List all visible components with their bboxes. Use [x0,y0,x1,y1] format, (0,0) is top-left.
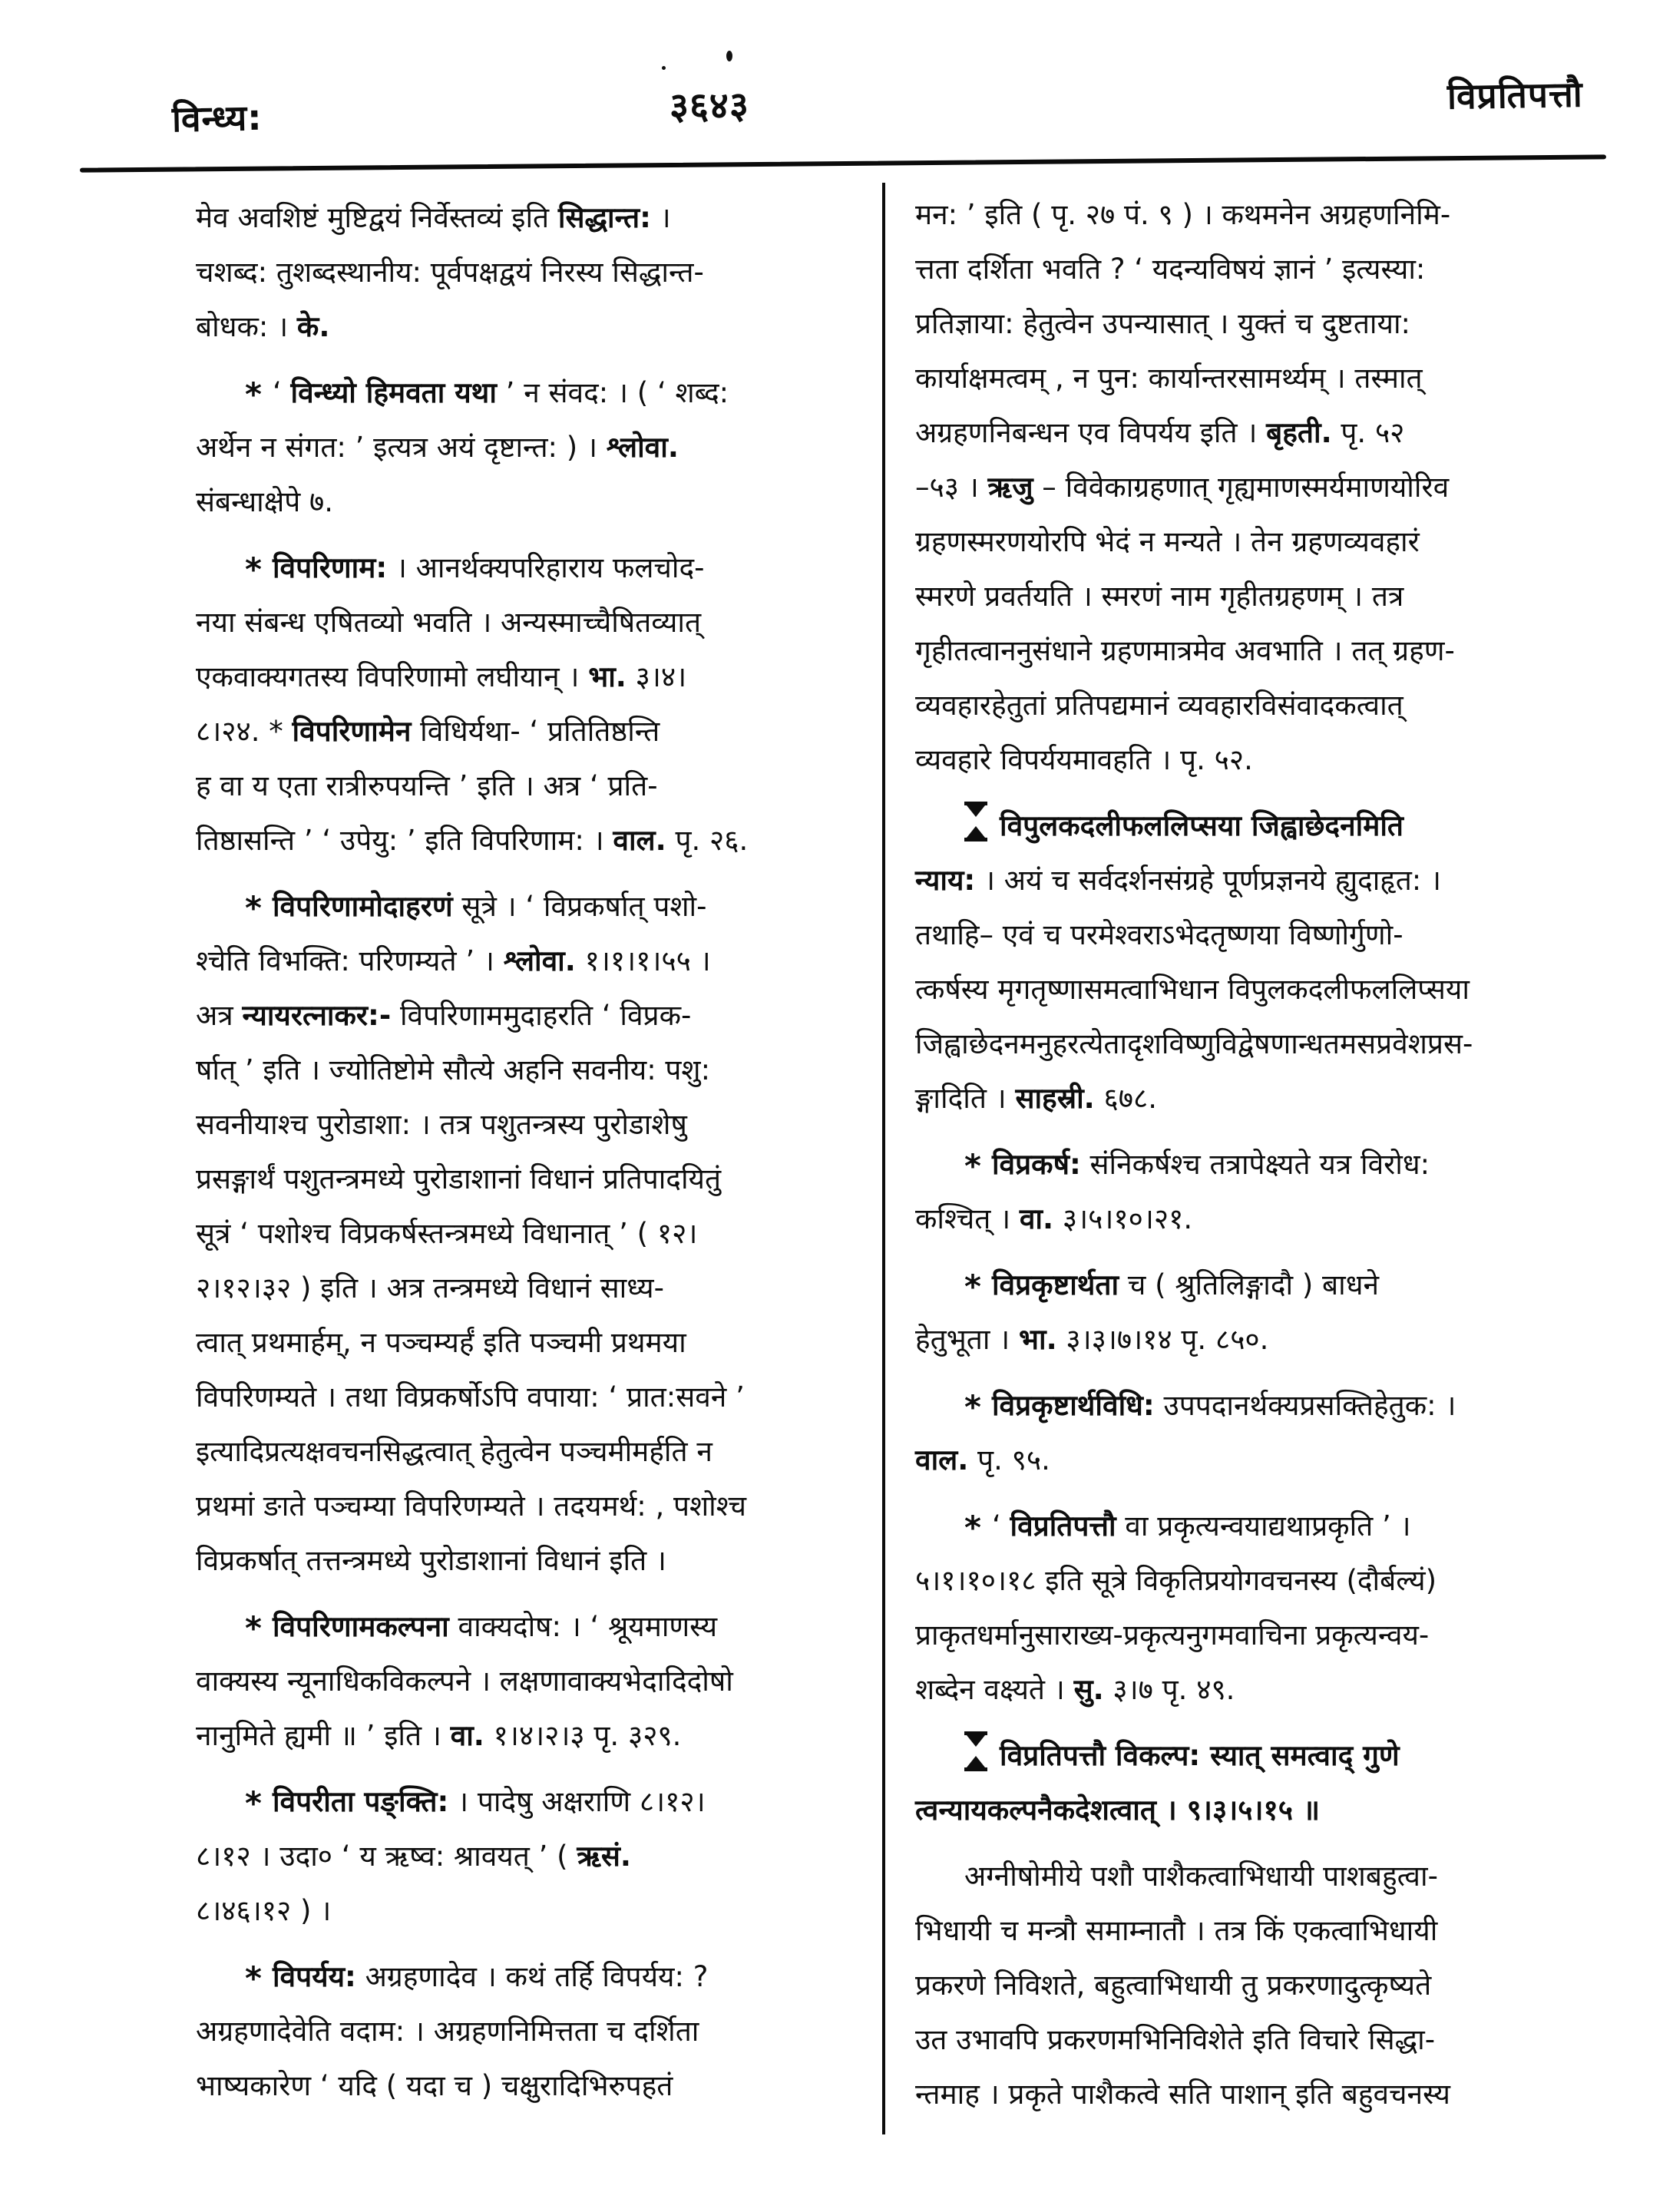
text-segment: अग्नीषोमीये पशौ पाशैकत्वाभिधायी पाशबहुत्वा- [964,1860,1438,1893]
text-segment: १।४।२।३ पृ. ३२९. [484,1719,682,1752]
text-segment: विपरिणाम: [272,551,388,584]
text-line [196,190,835,245]
text-segment: विपरिणामकल्पना [272,1610,449,1643]
text-segment: विपरिणामोदाहरणं [272,890,453,923]
text-line [915,962,1602,1017]
text-line [915,1192,1602,1246]
text-line [196,879,835,934]
text-segment: स्मरणे प्रवर्तयति । स्मरणं नाम गृहीतग्रहणम् । तत्र [915,580,1404,613]
text-segment: ८।२४. * [196,715,293,748]
text-segment: कार्याक्षमत्वम् , न पुन: कार्यान्तरसामर्थ्यम् । तस्मात् [915,362,1423,395]
text-segment: विपुलकदलीफललिप्सया जिह्वाछेदनमिति [1000,809,1403,842]
right-text-column [915,187,1602,2121]
entry-asterisk-icon: * [964,1147,981,1185]
text-line [915,1071,1602,1126]
text-segment: –५३ । [915,471,988,504]
text-segment: अग्रहणादेव । कथं तर्हि विपर्यय: ? [355,1960,709,1993]
text-segment: भिधायी च मन्त्रौ समाम्नातौ । तत्र किं एकत्वाभिधायी [915,1914,1438,1947]
text-segment: शब्देन वक्ष्यते । [915,1673,1074,1706]
text-segment: । आनर्थक्यपरिहाराय फलचोद- [387,551,705,584]
text-segment: बृहती. [1266,416,1332,449]
text-segment: अग्रहणनिबन्धन एव विपर्यय इति । [915,416,1267,449]
text-segment: त्वन्यायकल्पनैकदेशत्वात् । ९।३।५।१५ ॥ [915,1794,1321,1827]
text-segment: संनिकर्षश्च तत्रापेक्ष्यते यत्र विरोध: [1080,1148,1430,1181]
entry-asterisk-icon: * [245,889,262,927]
text-line [915,1017,1602,1071]
text-segment: संबन्धाक्षेपे ७. [196,485,334,518]
text-segment: उत उभावपि प्रकरणमभिनिविशेते इति विचारे सिद्धा- [915,2023,1436,2056]
header-rule [80,154,1606,172]
running-header-right-keyword: विप्रतिपत्तौ [1446,73,1584,117]
text-line [915,460,1602,514]
text-segment: नया संबन्ध एषितव्यो भवति । अन्यस्माच्चैषितव्यात् [196,606,702,639]
text-segment: विप्रतिपत्तौ [1010,1509,1116,1542]
text-line [196,1883,835,1938]
text-segment: मेव अवशिष्टं मुष्टिद्वयं निर्वेस्तव्यं इति [196,201,558,234]
text-segment: श्लोवा. [606,431,679,464]
text-line [915,405,1602,460]
text-segment: वा प्रकृत्यन्वयाद्यथाप्रकृति ’ । [1116,1509,1411,1542]
text-segment: इत्यादिप्रत्यक्षवचनसिद्धत्वात् हेतुत्वेन पञ्चमीमर्हति न [196,1435,712,1468]
text-segment: ३।३।७।१४ पृ. ८५०. [1056,1323,1269,1356]
text-segment: सूत्रं ‘ पशोश्च विप्रकर्षस्तन्त्रमध्ये विधानात् ’ ( १२। [196,1217,698,1250]
text-segment: २।१२।३२ ) इति । अत्र तन्त्रमध्ये विधानं साध्य- [196,1271,664,1304]
text-segment: ५।१।१०।१८ इति सूत्रे विकृतिप्रयोगवचनस्य (दौर्बल्यं) [915,1564,1437,1597]
text-segment: विपरीता पङ्क्ति: [272,1785,449,1818]
text-line [915,2067,1602,2121]
text-segment: वाल. [915,1443,969,1476]
text-segment: अत्र [196,999,243,1032]
text-line [915,2012,1602,2067]
entry-asterisk-icon: * [245,375,262,413]
text-segment: विपरिणम्यते । तथा विप्रकर्षोऽपि वपाया: ‘ प्रात:सवने ’ [196,1380,745,1413]
text-segment: प्राकृतधर्मानुसाराख्य-प्रकृत्यनुगमवाचिना प्रकृत्यन्वय- [915,1618,1430,1652]
text-segment: विप्रकर्षात् तत्तन्त्रमध्ये पुरोडाशानां विधानं इति । [196,1544,666,1577]
text-segment: १।१।१।५५ । [575,944,711,977]
text-line [915,1662,1602,1717]
text-line [196,1152,835,1206]
text-line [196,1479,835,1533]
text-line [196,245,835,299]
text-segment: जिह्वाछेदनमनुहरत्येतादृशविष्णुविद्वेषणान्धतमसप्रवेशप्रस- [915,1027,1473,1060]
text-line [196,1043,835,1097]
text-segment: वाक्यस्य न्यूनाधिकविकल्पने । लक्षणावाक्यभेदादिदोषो [196,1665,733,1698]
text-segment: हेतुभूता । [915,1323,1019,1356]
text-line [915,908,1602,962]
text-segment: वाल. [613,824,666,857]
text-segment: ८।४६।१२ ) । [196,1894,332,1927]
text-line [196,299,835,354]
text-line [196,1654,835,1708]
text-segment: ऋसं. [577,1840,631,1873]
text-segment: व्यवहारे विपर्ययमावहति । पृ. ५२. [915,743,1253,776]
text-segment: त्तता दर्शिता भवति ? ‘ यदन्यविषयं ज्ञानं ’ इत्यस्या: [915,253,1426,286]
text-segment: ‘ [272,376,291,409]
text-segment: विपर्यय: [272,1960,356,1993]
text-segment: ३।४। [626,660,687,693]
text-segment: वाक्यदोष: । ‘ श्रूयमाणस्य [448,1610,718,1643]
text-line [196,1370,835,1424]
entry-asterisk-icon: * [245,551,262,588]
running-header-left-keyword: विन्ध्य: [171,96,263,141]
text-line [196,420,835,474]
text-line [196,1949,835,2004]
entry-ornament-icon [964,1731,987,1771]
text-line [915,1433,1602,1487]
text-segment: प्रकरणे निविशते, बहुत्वाभिधायी तु प्रकरणादुत्कृष्यते [915,1969,1432,2002]
text-line [196,759,835,813]
text-segment: सवनीयाश्च पुरोडाशा: । तत्र पशुतन्त्रस्य पुरोडाशेषु [196,1108,687,1141]
text-segment: उपपदानर्थक्यप्रसक्तिहेतुक: । [1154,1389,1456,1422]
text-segment: श्चेति विभक्ति: परिणम्यते ’ । [196,944,504,977]
text-line [915,351,1602,405]
text-segment: ग्रहणस्मरणयोरपि भेदं न मन्यते । तेन ग्रहणव्यवहारं [915,525,1420,558]
text-line [915,242,1602,296]
text-line [915,187,1602,242]
entry-asterisk-icon: * [964,1509,981,1546]
text-segment: – विवेकाग्रहणात् गृह्यमाणस्मर्यमाणयोरिव [1033,471,1450,504]
text-segment: ८।१२ । उदा० ‘ य ऋष्व: श्रावयत् ’ ( [196,1840,577,1873]
text-segment: गृहीतत्वाननुसंधाने ग्रहणमात्रमेव अवभाति । तत् ग्रहण- [915,634,1455,667]
text-line [196,1708,835,1763]
entry-asterisk-icon: * [964,1388,981,1426]
entry-asterisk-icon: * [964,1268,981,1305]
text-segment: ऋजु [987,471,1033,504]
text-segment: । अयं च सर्वदर्शनसंग्रहे पूर्णप्रज्ञनये ह्युदाहृत: । [975,864,1442,897]
text-segment: र्षात् ’ इति । ज्योतिष्टोमे सौत्ये अहनि सवनीय: पशु: [196,1053,711,1086]
text-segment: च ( श्रुतिलिङ्गादौ ) बाधने [1119,1268,1380,1301]
text-segment: सूत्रे । ‘ विप्रकर्षात् पशो- [452,890,707,923]
text-line [915,623,1602,678]
text-segment: सु. [1073,1673,1104,1706]
text-line [915,1728,1602,1783]
text-segment: विन्ध्यो हिमवता यथा [290,376,497,409]
text-line [196,1261,835,1315]
text-segment: चशब्द: तुशब्दस्थानीय: पूर्वपक्षद्वयं निरस्य सिद्धान्त- [196,256,704,289]
text-segment: श्लोवा. [503,944,576,977]
text-segment: तिष्ठासन्ति ’ ‘ उपेयु: ’ इति विपरिणाम: । [196,824,613,857]
text-segment: त्वात् प्रथमार्हम्, न पञ्चम्यर्हं इति पञ्चमी प्रथमया [196,1326,686,1359]
text-line [915,799,1602,853]
text-segment: भा. [1018,1323,1057,1356]
text-segment: पृ. ९५. [968,1443,1050,1476]
text-line [915,1312,1602,1367]
page-number: ३६४३ [669,84,750,128]
text-segment: विप्रतिपत्तौ विकल्प: स्यात् समत्वाद् गुणे [1000,1739,1400,1772]
text-line [915,1783,1602,1837]
text-line [196,1097,835,1152]
text-segment: । पादेषु अक्षराणि ८।१२। [448,1785,706,1818]
entry-asterisk-icon: * [245,1959,262,1997]
text-line [196,474,835,529]
text-segment: विधिर्यथा- ‘ प्रतितिष्ठन्ति [411,715,660,748]
text-segment: एकवाक्यगतस्य विपरिणामो लघीयान् । [196,660,589,693]
text-segment: सिद्धान्त: [557,201,651,234]
text-line [915,678,1602,732]
text-segment: प्रतिज्ञाया: हेतुत्वेन उपन्यासात् । युक्तं च दुष्टताया: [915,307,1411,340]
text-segment: भा. [588,660,627,693]
text-line [915,1378,1602,1433]
text-line [196,1424,835,1479]
text-line [915,514,1602,569]
text-line [196,988,835,1043]
text-segment: न्याय: [915,864,976,897]
text-segment: विपरिणामेन [292,715,412,748]
text-segment: ङ्गादिति । [915,1082,1016,1115]
text-line [196,2004,835,2058]
text-segment: वा. [1019,1202,1054,1235]
text-line [915,1958,1602,2012]
text-segment: बोधक: । [196,310,297,343]
text-segment: साहस्री. [1015,1082,1095,1115]
text-line [196,541,835,595]
text-segment: ह वा य एता रात्रीरुपयन्ति ’ इति । अत्र ‘ प्रति- [196,769,658,802]
text-segment: त्कर्षस्य मृगतृष्णासमत्वाभिधान विपुलकदलीफललिप्सया [915,973,1470,1006]
text-line [196,595,835,650]
text-line [196,1533,835,1588]
text-line [196,704,835,759]
column-divider [882,183,885,2134]
text-segment: ३।७ पृ. ४९. [1103,1673,1235,1706]
text-line [915,296,1602,351]
text-line [915,1903,1602,1958]
text-segment: मन: ’ इति ( पृ. २७ पं. ९ ) । कथमनेन अग्रहणनिमि- [915,198,1451,231]
text-line [196,1315,835,1370]
text-line [196,2058,835,2113]
text-line [196,650,835,704]
text-line [196,365,835,420]
text-line [196,813,835,868]
entry-ornament-icon [964,802,987,841]
text-segment: ‘ [991,1509,1010,1542]
text-segment: न्तमाह । प्रकृते पाशैकत्वे सति पाशान् इति बहुवचनस्य [915,2078,1450,2111]
text-segment: व्यवहारहेतुतां प्रतिपद्यमानं व्यवहारविसंवादकत्वात् [915,689,1403,722]
text-segment: विप्रकृष्टार्थता [991,1268,1119,1301]
text-segment: विप्रकृष्टार्थविधि: [991,1389,1155,1422]
text-segment: विपरिणाममुदाहरति ‘ विप्रक- [391,999,692,1032]
text-line [915,1849,1602,1903]
text-segment: विप्रकर्ष: [991,1148,1081,1181]
text-segment: पृ. २६. [666,824,749,857]
text-segment: के. [296,310,330,343]
text-segment: । [650,201,671,234]
text-line [196,1599,835,1654]
text-line [196,1206,835,1261]
ink-speck [662,66,666,70]
text-line [915,1499,1602,1553]
text-line [915,1137,1602,1192]
text-line [915,1553,1602,1608]
text-line [915,1258,1602,1312]
text-line [196,1774,835,1829]
text-segment: तथाहि– एवं च परमेश्वराऽभेदतृष्णया विष्णोर्गुणो- [915,918,1403,951]
entry-asterisk-icon: * [245,1609,262,1647]
text-segment: प्रसङ्गार्थं पशुतन्त्रमध्ये पुरोडाशानां विधानं प्रतिपादयितुं [196,1162,722,1195]
text-segment: भाष्यकारेण ‘ यदि ( यदा च ) चक्षुरादिभिरुपहतं [196,2069,673,2102]
text-segment: न्यायरत्नाकर:- [242,999,392,1032]
text-segment: वा. [450,1719,484,1752]
text-segment: प्रथमां ङाते पञ्चम्या विपरिणम्यते । तदयमर्थ: , पशोश्च [196,1490,746,1523]
text-segment: कश्चित् । [915,1202,1020,1235]
text-line [196,934,835,988]
text-line [915,1608,1602,1662]
text-segment: ३।५।१०।२१. [1053,1202,1193,1235]
text-segment: अग्रहणादेवेति वदाम: । अग्रहणनिमित्तता च दर्शिता [196,2015,699,2048]
text-line [915,853,1602,908]
text-segment: ६७८. [1094,1082,1157,1115]
left-text-column [196,190,835,2113]
text-segment: पृ. ५२ [1331,416,1405,449]
text-segment: नानुमिते ह्यमी ॥ ’ इति । [196,1719,451,1752]
ink-speck [726,51,732,61]
text-line [915,732,1602,787]
entry-asterisk-icon: * [245,1784,262,1822]
text-segment: ’ न संवद: । ( ‘ शब्द: [496,376,729,409]
text-line [915,569,1602,623]
text-segment: अर्थेन न संगत: ’ इत्यत्र अयं दृष्टान्त: ) । [196,431,607,464]
text-line [196,1829,835,1883]
